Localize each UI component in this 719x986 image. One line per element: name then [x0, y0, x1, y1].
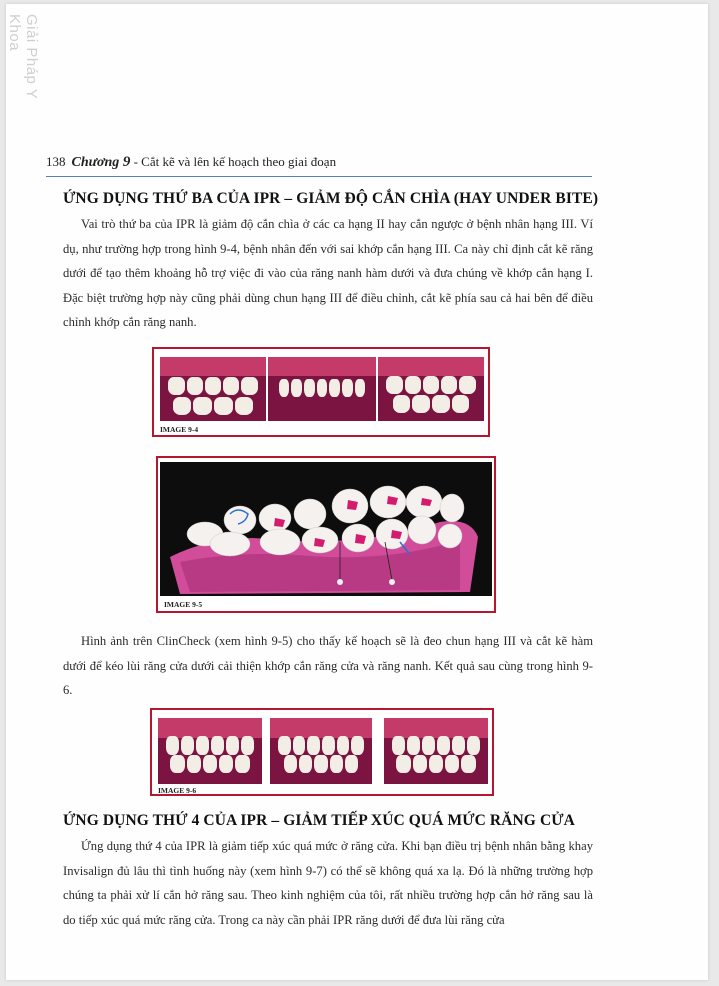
paragraph: Hình ảnh trên ClinCheck (xem hình 9-5) cho thấy kế hoạch sẽ là đeo chun hạng III và cắt kẽ hàm dưới để kéo lùi răng cửa dưới cải thiện khớp cắn răng cửa và răng nanh. Kết quả sau cùng trong hình 9-6.: [63, 634, 593, 697]
dental-photo: [384, 718, 488, 784]
chapter-title: - Cắt kẽ và lên kế hoạch theo giai đoạn: [133, 154, 337, 169]
section-heading-2: ỨNG DỤNG THỨ 4 CỦA IPR – GIẢM TIẾP XÚC QUÁ MỨC RĂNG CỬA: [63, 812, 575, 829]
dental-photo: [270, 718, 372, 784]
section-heading-1: ỨNG DỤNG THỨ BA CỦA IPR – GIẢM ĐỘ CẮN CHÌA (HAY UNDER BITE): [63, 190, 599, 207]
watermark: Giải Pháp Y Khoa: [6, 14, 40, 100]
dental-photo: [268, 357, 376, 421]
dental-photo: [160, 357, 266, 421]
figure-caption: IMAGE 9-4: [160, 425, 199, 434]
dental-photo: [378, 357, 484, 421]
chapter-label: [72, 155, 131, 170]
figure-9-5: [156, 456, 496, 613]
figure-caption: IMAGE 9-5: [164, 600, 203, 609]
page-number: 138: [46, 154, 66, 169]
chapter-prefix: Chương: [71, 155, 120, 170]
figure-caption: IMAGE 9-6: [158, 786, 197, 795]
figure-9-4: [152, 347, 490, 437]
figure-9-6: [150, 708, 494, 796]
paragraph: Ứng dụng thứ 4 của IPR là giảm tiếp xúc quá mức ở răng cửa. Khi bạn điều trị bệnh nhân bằng khay Invisalign đủ lâu thì tình huống này (xem hình 9-7) có thể sẽ không quá xa lạ. Đó là những trường hợp chúng ta phải xử lí cắn hở răng sau. Theo kinh nghiệm của tôi, rất nhiều trường hợp cắn hở răng sau là do tiếp xúc quá mức răng cửa. Trong ca này cần phải IPR răng dưới để đưa lùi răng cửa: [63, 839, 593, 927]
page: [6, 4, 708, 980]
paragraph: Vai trò thứ ba của IPR là giảm độ cắn chìa ở các ca hạng II hay cắn ngược ở bệnh nhân hạng III. Ví dụ, như trường hợp trong hình 9-4, bệnh nhân đến với sai khớp cắn hạng III. Ca này chỉ định cắt kẽ răng dưới để tạo thêm khoảng hỗ trợ việc đi vào của răng nanh hàm dưới và đưa chúng về khớp cắn hạng I. Đặc biệt trường hợp này cũng phải dùng chun hạng III để điều chỉnh, cắt kẽ phía sau cả hai bên để điều chỉnh khớp cắn răng nanh.: [63, 217, 593, 329]
section-1-text: [63, 212, 593, 335]
page-header: [46, 154, 592, 177]
section-2-text: [63, 834, 593, 932]
chapter-number: 9: [122, 154, 131, 170]
clincheck-model: [160, 462, 492, 596]
dental-photo: [158, 718, 262, 784]
paragraph-2: [63, 629, 593, 703]
